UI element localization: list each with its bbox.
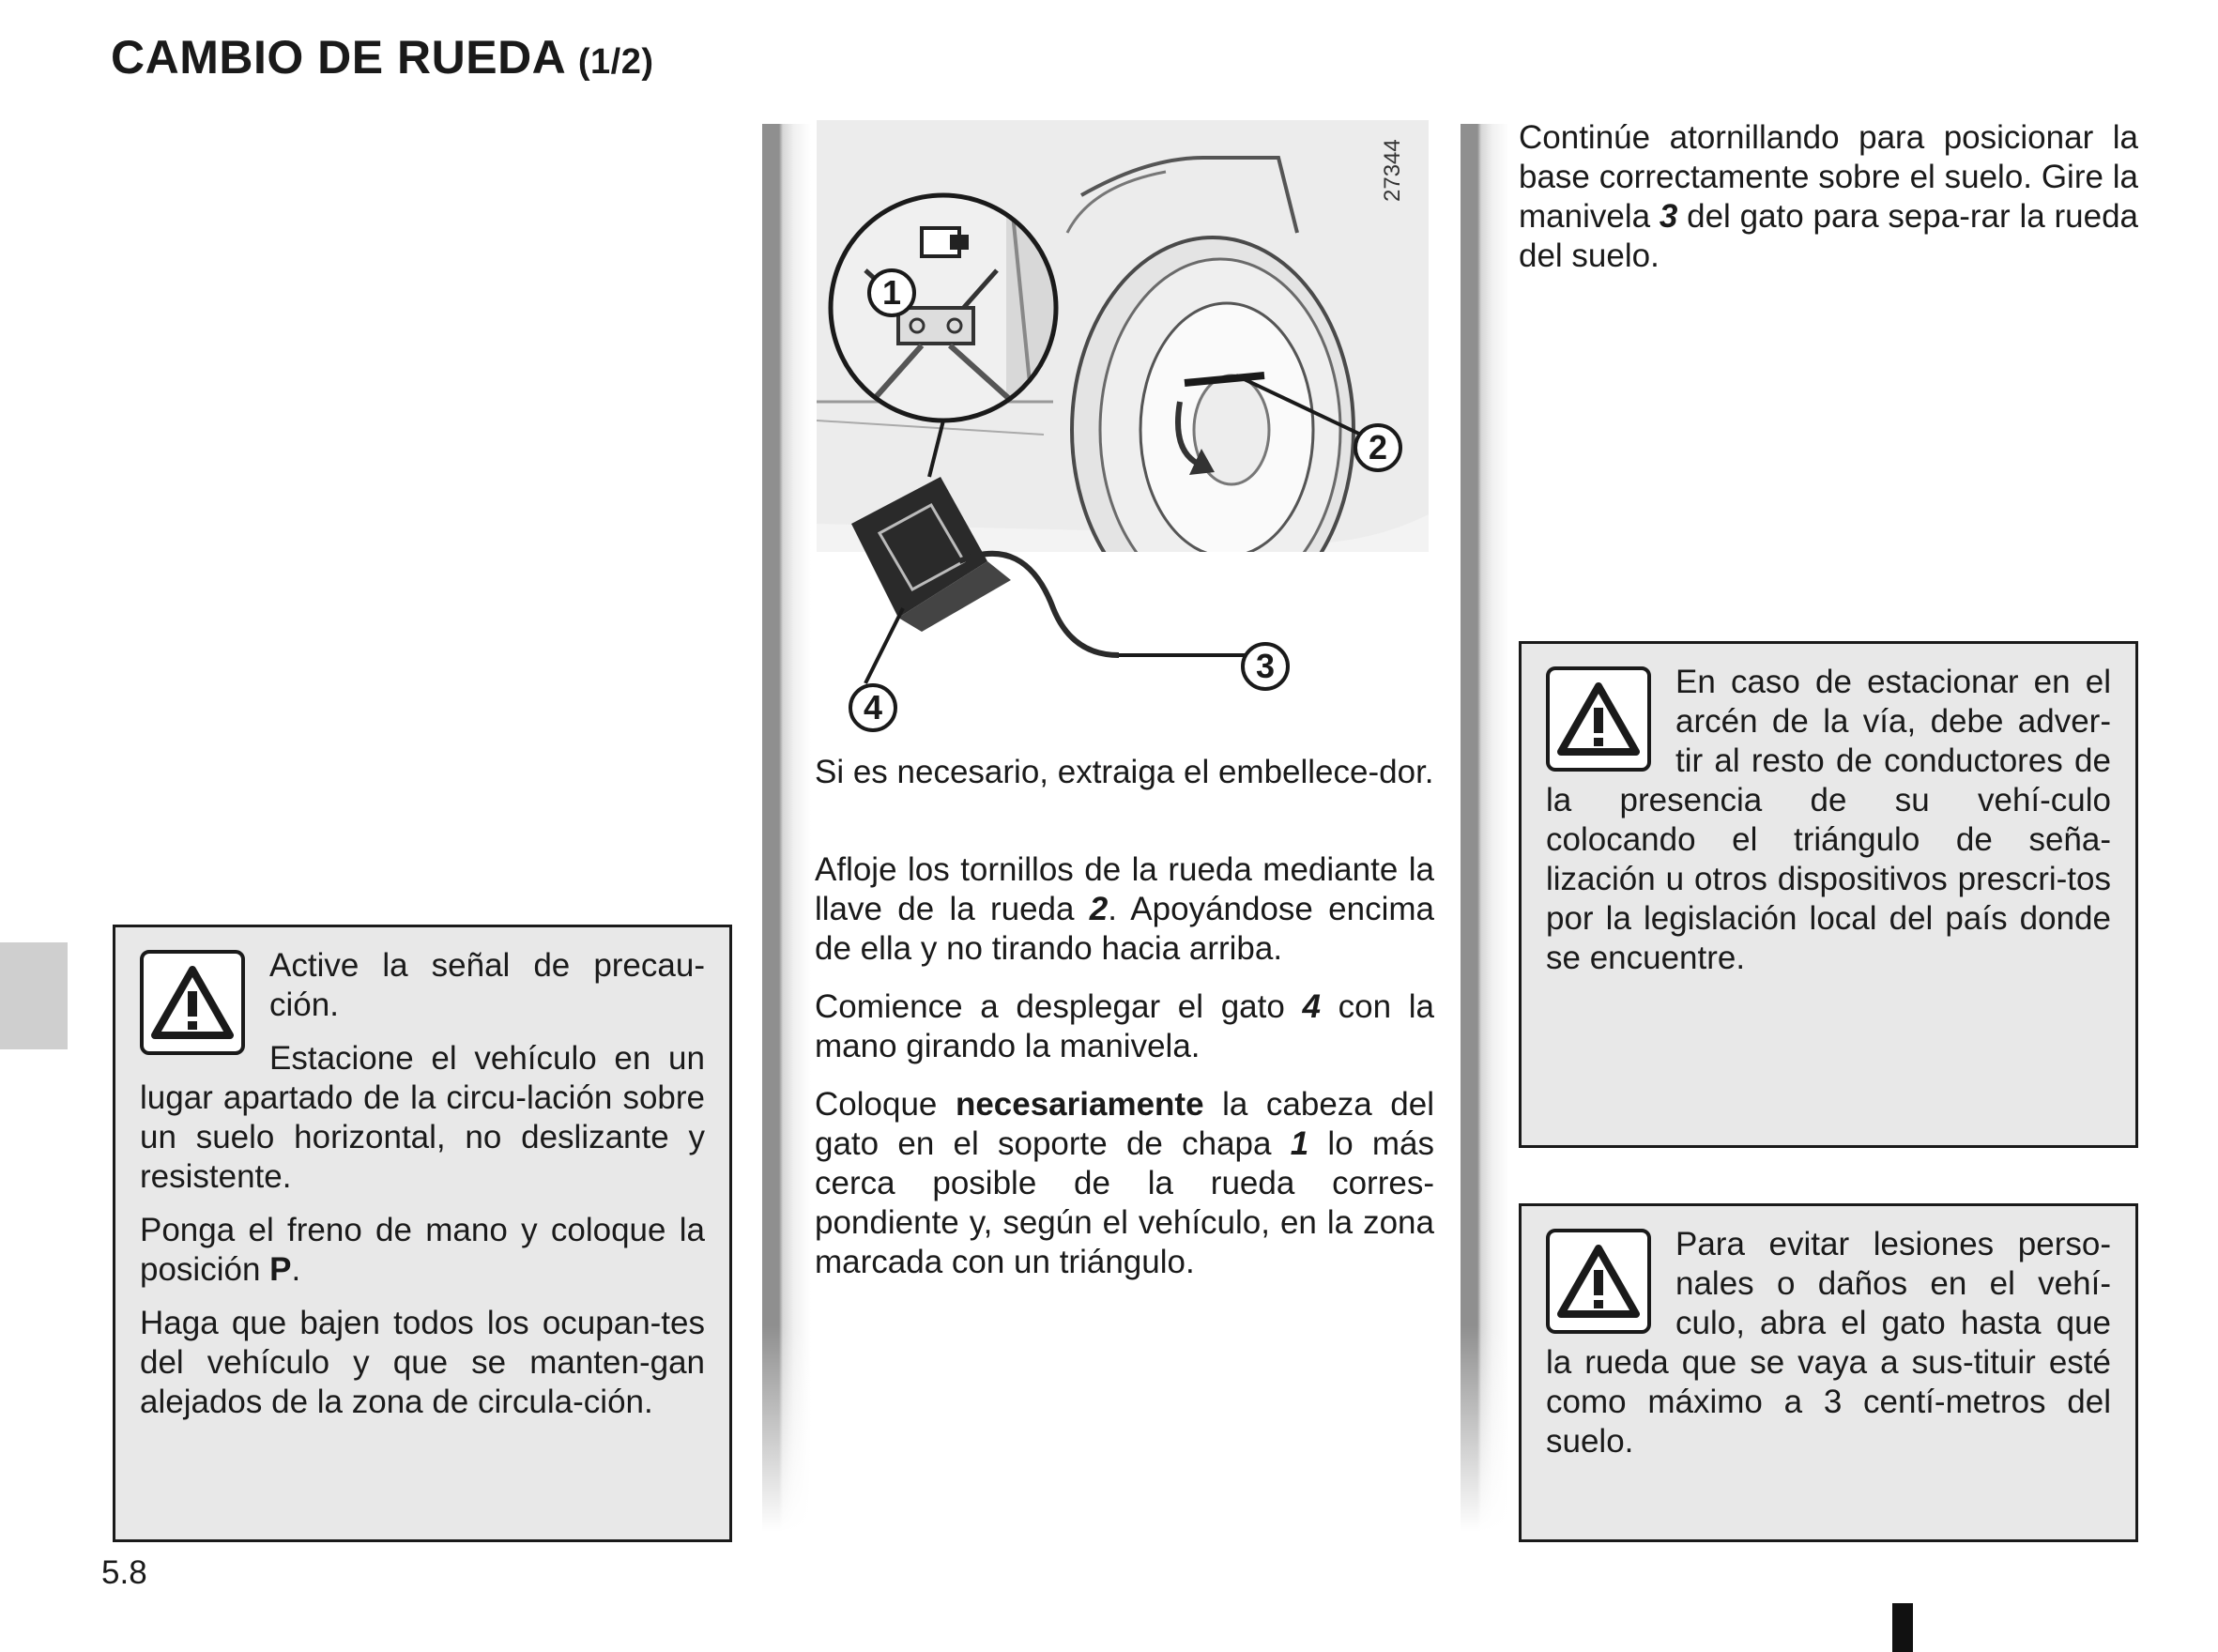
callout-3: 3 (1241, 642, 1290, 691)
warning-text: En caso de estacionar en el arcén de la vía, debe adver-tir al resto de conductores de la presencia de su vehí-culo colocando el triángulo de seña-lización u otros dispositivos prescri-tos por la legislación local del país donde se encuentre. (1546, 664, 2111, 976)
chapter-tab (0, 942, 68, 1049)
callout-1: 1 (867, 268, 916, 317)
instruction-remove-hubcap: Si es necesario, extraiga el embellece-dor. (815, 754, 1434, 790)
warning-triangle-icon (140, 950, 245, 1055)
illustration-drawing (809, 120, 1429, 732)
warning-box-jack-height (1519, 1203, 2138, 1542)
column-divider-left (762, 124, 811, 1532)
page-title (111, 31, 654, 84)
warning-text: Estacione el vehículo en un lugar apartado de la circu-lación sobre un suelo horizontal, no deslizante y resistente. (140, 1040, 705, 1195)
instruction-loosen-bolts: Afloje los tornillos de la rueda mediante la llave de la rueda 2. Apoyándose encima de ella y no tirando hacia arriba. (815, 851, 1434, 967)
figure-code: 27344 (1380, 139, 1405, 202)
page-end-marker (1892, 1603, 1913, 1652)
column-divider-right (1461, 124, 1509, 1532)
warning-text: Active la señal de precau-ción. (269, 947, 705, 1023)
title-text: CAMBIO DE RUEDA (111, 31, 565, 84)
warning-text: Para evitar lesiones perso-nales o daños en el vehí-culo, abra el gato hasta que la rueda que se vaya a sus-tituir esté como máximo a 3 centí-metros del suelo. (1546, 1226, 2111, 1460)
warning-text: Ponga el freno de mano y coloque la posición P. (140, 1212, 705, 1288)
jack-wheel-illustration (809, 120, 1429, 732)
title-part: (1/2) (577, 42, 654, 82)
callout-2: 2 (1354, 423, 1402, 472)
warning-box-roadside (1519, 641, 2138, 1148)
warning-triangle-icon (1546, 666, 1651, 772)
instruction-place-jack: Coloque necesariamente la cabeza del gato en el soporte de chapa 1 lo más cerca posible de la rueda corres-pondiente y, según el vehículo, en la zona marcada con un triángulo. (815, 1086, 1435, 1280)
warning-triangle-icon (1546, 1229, 1651, 1334)
instruction-raise-wheel: Continúe atornillando para posicionar la base correctamente sobre el suelo. Gire la manivela 3 del gato para sepa-rar la rueda del suelo. (1519, 119, 2138, 274)
callout-4: 4 (849, 683, 897, 732)
warning-box-parking (113, 925, 732, 1542)
instruction-deploy-jack: Comience a desplegar el gato 4 con la mano girando la manivela. (815, 988, 1434, 1064)
warning-text: Haga que bajen todos los ocupan-tes del vehículo y que se manten-gan alejados de la zona de circula-ción. (140, 1305, 705, 1420)
page-number: 5.8 (101, 1554, 147, 1591)
